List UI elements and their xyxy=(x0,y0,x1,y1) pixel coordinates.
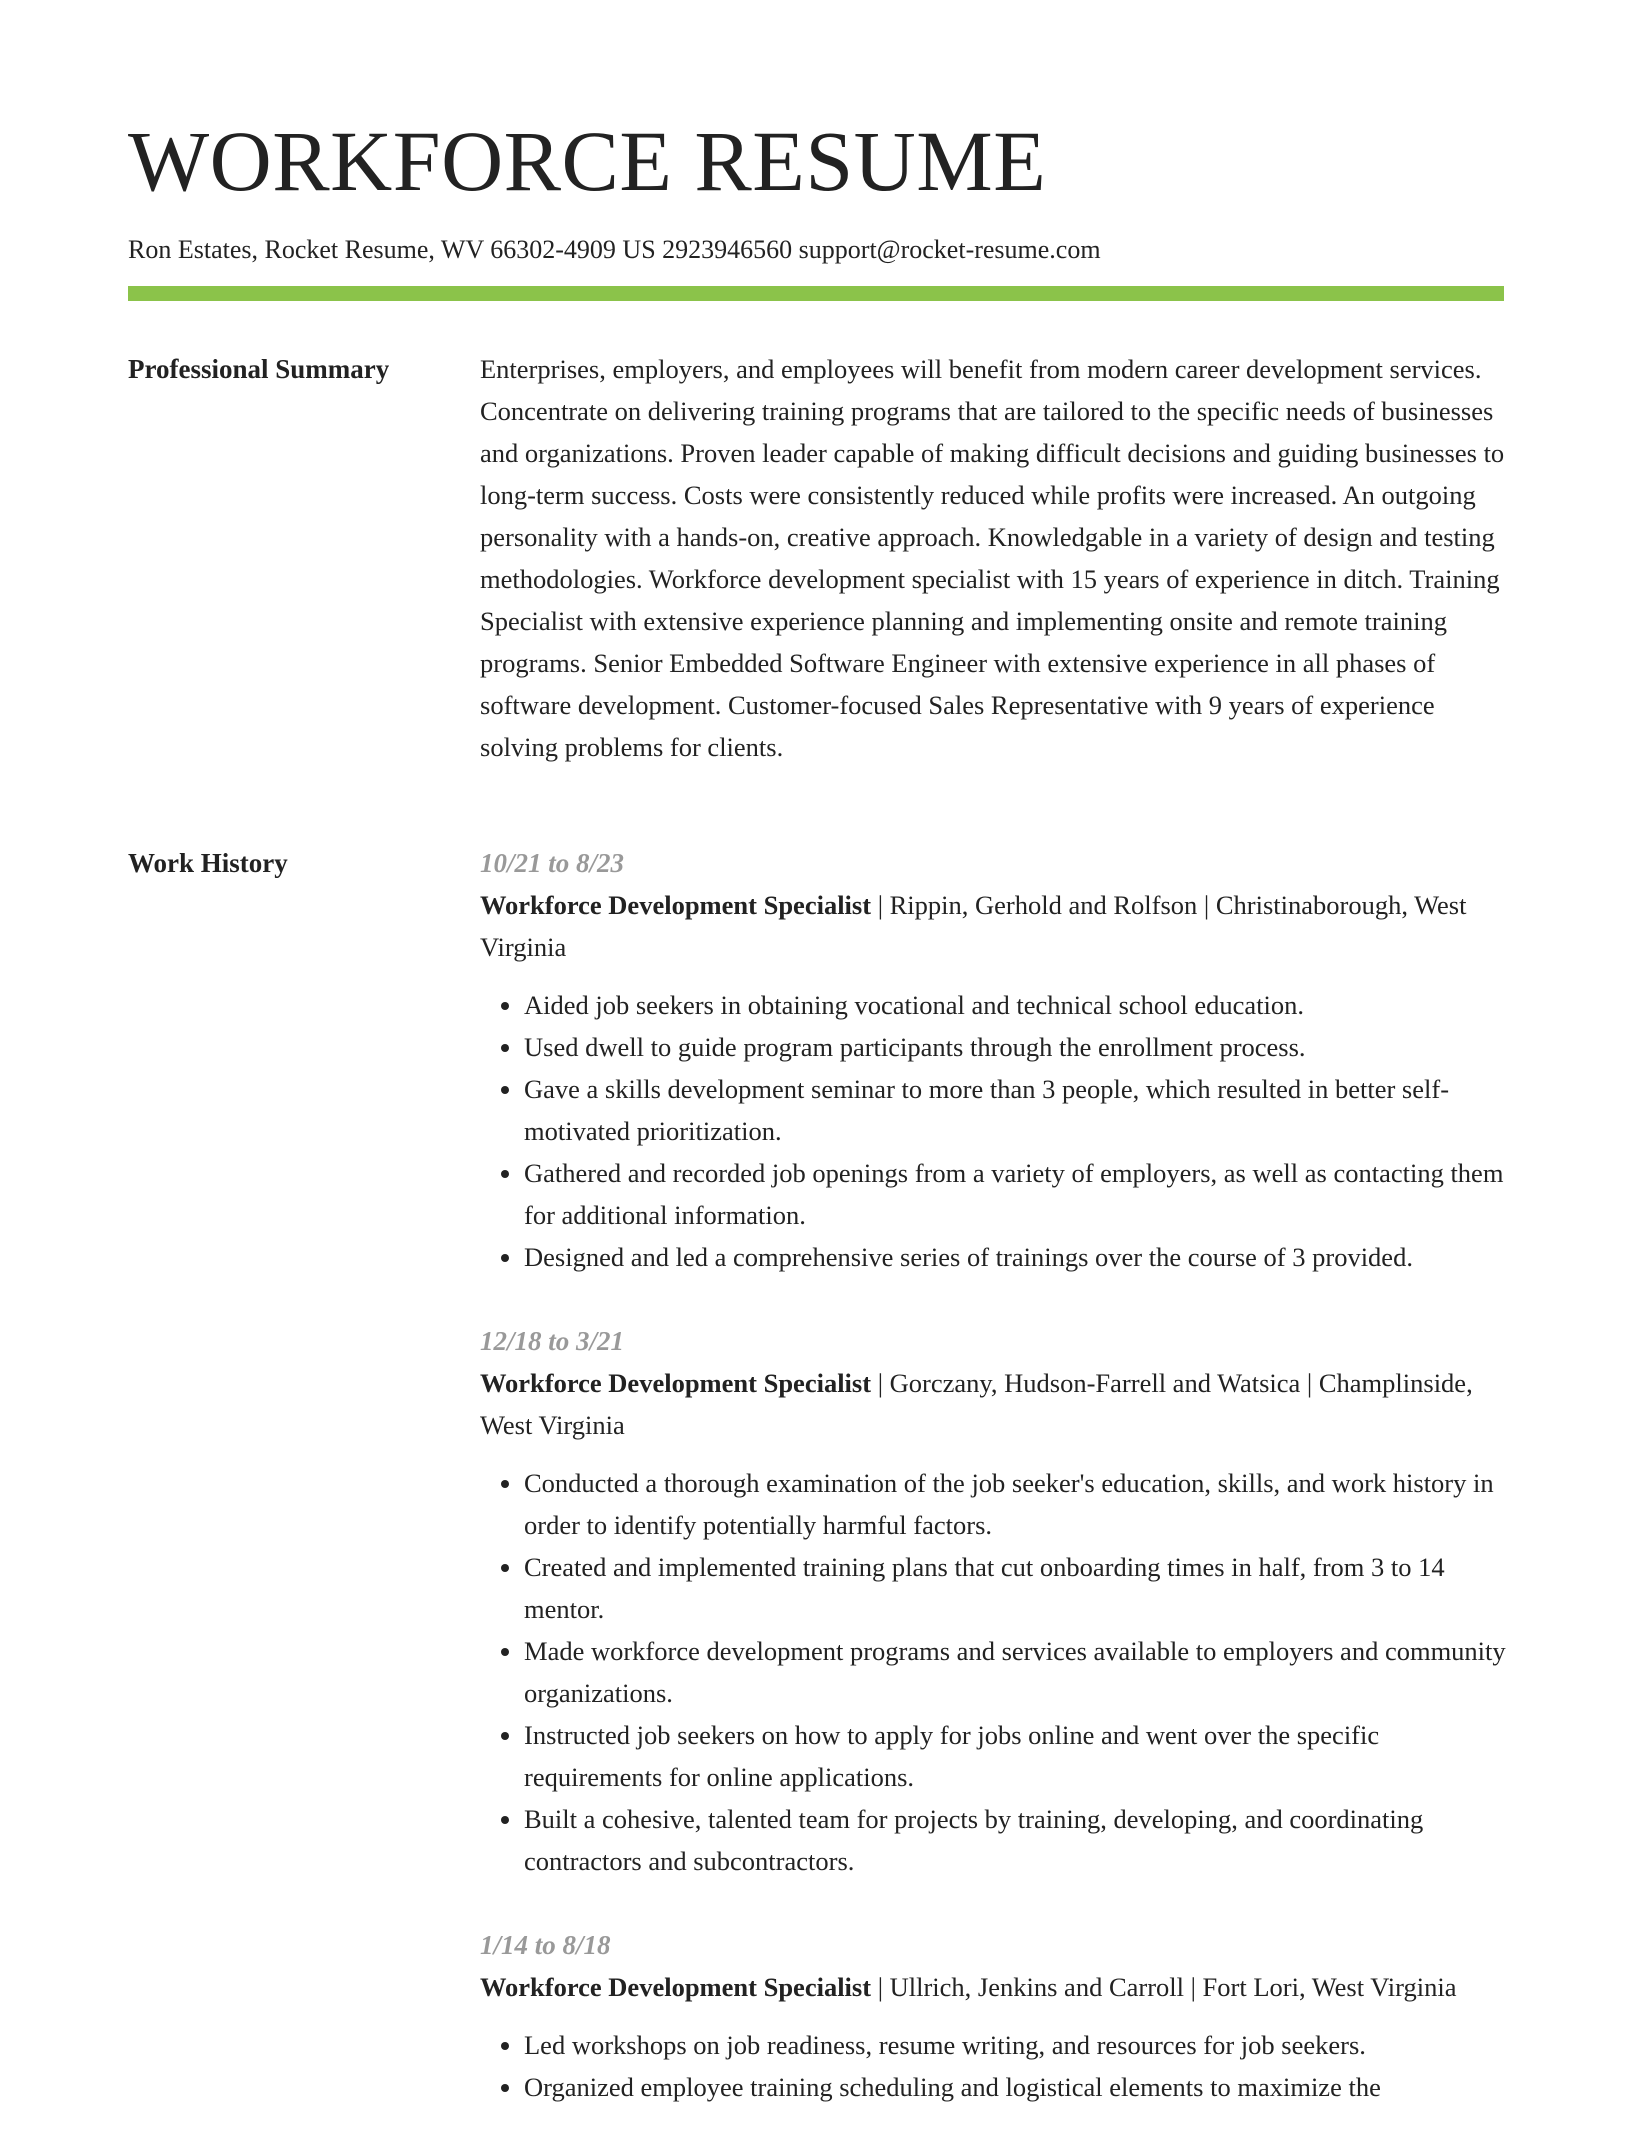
job-dates: 1/14 to 8/18 xyxy=(480,1930,611,1960)
job-employer-location: | Gorczany, Hudson-Farrell and Watsica | Champlinside, West Virginia xyxy=(480,1368,1473,1440)
job-entry xyxy=(480,1924,1510,2108)
job-heading xyxy=(480,1362,1510,1446)
header-divider xyxy=(128,286,1504,301)
section-heading-professional-summary: Professional Summary xyxy=(128,354,390,384)
job-bullet: • Gave a skills development seminar to more than 3 people, which resulted in better self-motivated prioritization. xyxy=(524,1068,1510,1152)
job-bullet: • Instructed job seekers on how to apply for jobs online and went over the specific requirements for online applications. xyxy=(524,1714,1510,1798)
job-bullet-list xyxy=(480,984,1510,1278)
job-bullet: • Used dwell to guide program participants through the enrollment process. xyxy=(524,1026,1510,1068)
job-heading xyxy=(480,1966,1510,2008)
job-heading xyxy=(480,884,1510,968)
job-bullet: • Conducted a thorough examination of the job seeker's education, skills, and work history in order to identify potentially harmful factors. xyxy=(524,1462,1510,1546)
job-dates: 12/18 to 3/21 xyxy=(480,1326,625,1356)
job-bullet: • Made workforce development programs and services available to employers and community organizations. xyxy=(524,1630,1510,1714)
job-bullet: • Created and implemented training plans that cut onboarding times in half, from 3 to 14 mentor. xyxy=(524,1546,1510,1630)
resume-title: WORKFORCE RESUME xyxy=(128,113,1047,209)
job-title: Workforce Development Specialist xyxy=(480,1972,872,2002)
job-title: Workforce Development Specialist xyxy=(480,1368,872,1398)
professional-summary-text: Enterprises, employers, and employees will benefit from modern career development services. Concentrate on delivering training programs that are tailored to the specific needs of businesses and organizations. Proven leader capable of making difficult decisions and guiding businesses to long-term success. Costs were consistently reduced while profits were increased. An outgoing personality with a hands-on, creative approach. Knowledgable in a variety of design and testing methodologies. Workforce development specialist with 15 years of experience in ditch. Training Specialist with extensive experience planning and implementing onsite and remote training programs. Senior Embedded Software Engineer with extensive experience in all phases of software development. Customer-focused Sales Representative with 9 years of experience solving problems for clients. xyxy=(480,354,1505,762)
job-bullet: • Led workshops on job readiness, resume writing, and resources for job seekers. xyxy=(524,2024,1510,2066)
job-title: Workforce Development Specialist xyxy=(480,890,872,920)
job-bullet: • Built a cohesive, talented team for projects by training, developing, and coordinating contractors and subcontractors. xyxy=(524,1798,1510,1882)
job-entry xyxy=(480,842,1510,1278)
contact-line: Ron Estates, Rocket Resume, WV 66302-4909 US 2923946560 support@rocket-resume.com xyxy=(128,235,1101,264)
job-employer-location: | Ullrich, Jenkins and Carroll | Fort Lori, West Virginia xyxy=(871,1972,1457,2002)
job-bullet: • Designed and led a comprehensive series of trainings over the course of 3 provided. xyxy=(524,1236,1510,1278)
job-bullet: • Organized employee training scheduling and logistical elements to maximize the xyxy=(524,2066,1510,2108)
section-heading-work-history: Work History xyxy=(128,848,288,878)
job-bullet-list xyxy=(480,2024,1510,2108)
job-entry xyxy=(480,1320,1510,1882)
job-bullet-list xyxy=(480,1462,1510,1882)
job-employer-location: | Rippin, Gerhold and Rolfson | Christinaborough, West Virginia xyxy=(480,890,1467,962)
job-dates: 10/21 to 8/23 xyxy=(480,848,625,878)
work-history-body xyxy=(480,842,1510,2150)
job-bullet: • Aided job seekers in obtaining vocational and technical school education. xyxy=(524,984,1510,1026)
professional-summary-body xyxy=(480,348,1510,768)
job-bullet: • Gathered and recorded job openings from a variety of employers, as well as contacting them for additional information. xyxy=(524,1152,1510,1236)
